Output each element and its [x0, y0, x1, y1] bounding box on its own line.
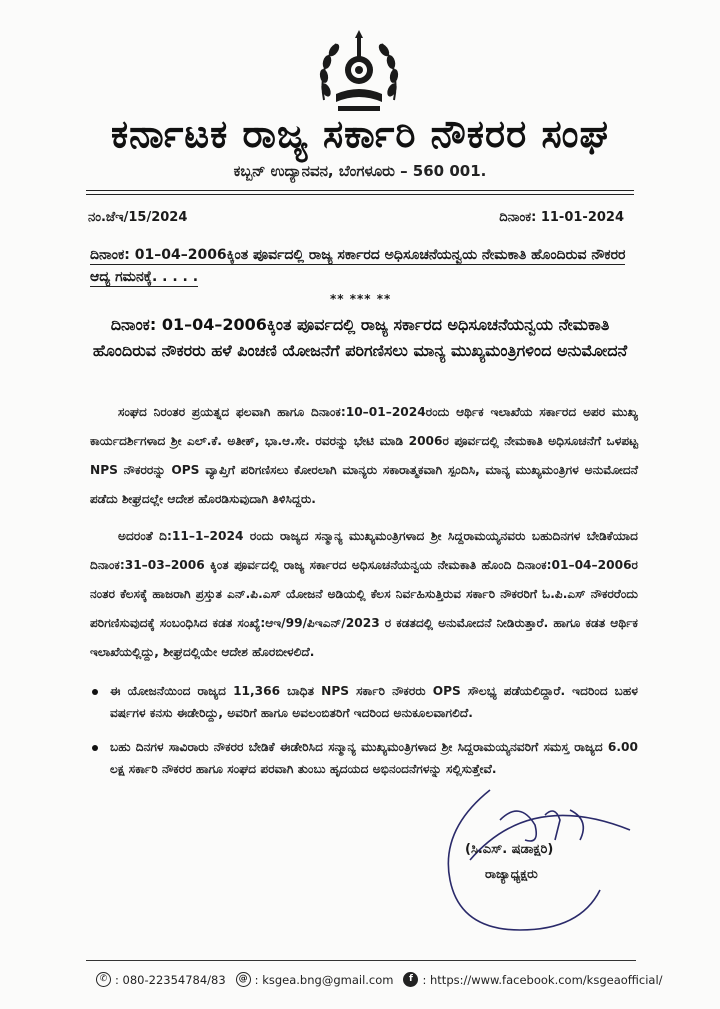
footer-email[interactable] — [236, 972, 394, 987]
facebook-link[interactable]: : https://www.facebook.com/ksgeaofficial/ — [422, 972, 663, 987]
bullet-text-2: ಬಹು ದಿನಗಳ ಸಾವಿರಾರು ನೌಕರರ ಬೇಡಿಕೆ ಈಡೇರಿಸಿದ ಸನ್ಮಾನ್ಯ ಮುಖ್ಯಮಂತ್ರಿಗಳಾದ ಶ್ರೀ ಸಿದ್ದರಾಮಯ್ಯನವರಿಗೆ ಸಮಸ್ತ ರಾಜ್ಯದ 6.00 ಲಕ್ಷ ಸರ್ಕಾರಿ ನೌಕರರ ಹಾಗೂ ಸಂಘದ ಪರವಾಗಿ ತುಂಬು ಹೃದಯದ ಅಭಿನಂದನೆಗಳನ್ನು ಸಲ್ಲಿಸುತ್ತೇವೆ. — [110, 740, 638, 776]
email-text[interactable]: : ksgea.bng@gmail.com — [254, 972, 394, 987]
phone-text: : 080-22354784/83 — [115, 972, 226, 987]
subject-line — [90, 244, 630, 288]
footer-contacts — [96, 972, 663, 987]
subject-text: ದಿನಾಂಕ: 01–04–2006ಕ್ಕಿಂತ ಪೂರ್ವದಲ್ಲಿ ರಾಜ್ಯ ಸರ್ಕಾರದ ಅಧಿಸೂಚನೆಯನ್ವಯ ನೇಮಕಾತಿ ಹೊಂದಿರುವ ನೌಕರರ ಆದ್ಯ ಗಮನಕ್ಕೆ. . . . . — [90, 247, 626, 285]
bullet-text-1: ಈ ಯೋಜನೆಯಿಂದ ರಾಜ್ಯದ 11,366 ಬಾಧಿತ NPS ಸರ್ಕಾರಿ ನೌಕರರು OPS ಸೌಲಭ್ಯ ಪಡೆಯಲಿದ್ದಾರೆ. ಇದರಿಂದ ಬಹಳ ವರ್ಷಗಳ ಕನಸು ಈಡೇರಿದ್ದು, ಅವರಿಗೆ ಹಾಗೂ ಅವಲಂಬಿತರಿಗೆ ಇದರಿಂದ ಅನುಕೂಲವಾಗಲಿದೆ. — [110, 684, 638, 720]
signatory-title: ರಾಜ್ಯಾಧ್ಯಕ್ಷರು — [485, 866, 538, 881]
letter-date: ದಿನಾಂಕ: 11-01-2024 — [499, 210, 624, 225]
phone-icon: ✆ — [96, 972, 111, 987]
bullet-dot-icon — [92, 745, 98, 751]
body-paragraph-2: ಅದರಂತೆ ದಿ:11–1–2024 ರಂದು ರಾಜ್ಯದ ಸನ್ಮಾನ್ಯ ಮುಖ್ಯಮಂತ್ರಿಗಳಾದ ಶ್ರೀ ಸಿದ್ದರಾಮಯ್ಯನವರು ಬಹುದಿನಗಳ ಬೇಡಿಕೆಯಾದ ದಿನಾಂಕ:31–03–2006 ಕ್ಕಿಂತ ಪೂರ್ವದಲ್ಲಿ ರಾಜ್ಯ ಸರ್ಕಾರದ ಅಧಿಸೂಚನೆಯನ್ವಯ ನೇಮಕಾತಿ ಹೊಂದಿ ದಿನಾಂಕ:01–04–2006ರ ನಂತರ ಕೆಲಸಕ್ಕೆ ಹಾಜರಾಗಿ ಪ್ರಸ್ತುತ ಎನ್.ಪಿ.ಎಸ್ ಯೋಜನೆ ಅಡಿಯಲ್ಲಿ ಕೆಲಸ ನಿರ್ವಹಿಸುತ್ತಿರುವ ಸರ್ಕಾರಿ ನೌಕರರಿಗೆ ಓ.ಪಿ.ಎಸ್ ನೌಕರರೆಂದು ಪರಿಗಣಿಸುವುದಕ್ಕೆ ಸಂಬಂಧಿಸಿದ ಕಡತ ಸಂಖ್ಯೆ:ಆಇ/99/ಪಿಇಎನ್/2023 ರ ಕಡತದಲ್ಲಿ ಅನುಮೋದನೆ ನೀಡಿರುತ್ತಾರೆ. ಹಾಗೂ ಕಡತ ಆರ್ಥಿಕ ಇಲಾಖೆಯಲ್ಲಿದ್ದು, ಶೀಘ್ರದಲ್ಲಿಯೇ ಆದೇಶ ಹೊರಬೀಳಲಿದೆ. — [90, 529, 638, 659]
footer-facebook[interactable] — [403, 972, 662, 987]
reference-number: ನಂ.ಜೆಇ/15/2024 — [88, 210, 188, 225]
bullet-item — [110, 680, 638, 724]
header-divider-thin — [86, 194, 634, 195]
facebook-icon: f — [403, 972, 418, 987]
org-name: ಕರ್ನಾಟಕ ರಾಜ್ಯ ಸರ್ಕಾರಿ ನೌಕರರ ಸಂಘ — [110, 112, 609, 156]
bullet-dot-icon — [92, 689, 98, 695]
footer-divider — [86, 960, 636, 961]
org-address: ಕಬ್ಬನ್ ಉದ್ಯಾನವನ, ಬೆಂಗಳೂರು – 560 001. — [233, 162, 487, 180]
header-divider — [86, 190, 634, 191]
email-icon: @ — [236, 972, 251, 987]
emblem-logo — [314, 30, 404, 118]
footer-phone — [96, 972, 226, 987]
body-paragraph-1: ಸಂಘದ ನಿರಂತರ ಪ್ರಯತ್ನದ ಫಲವಾಗಿ ಹಾಗೂ ದಿನಾಂಕ:10–01–2024ರಂದು ಆರ್ಥಿಕ ಇಲಾಖೆಯ ಸರ್ಕಾರದ ಅಪರ ಮುಖ್ಯ ಕಾರ್ಯದರ್ಶಿಗಳಾದ ಶ್ರೀ ಎಲ್.ಕೆ. ಅತೀಕ್, ಭಾ.ಆ.ಸೇ. ರವರನ್ನು ಭೇಟಿ ಮಾಡಿ 2006ರ ಪೂರ್ವದಲ್ಲಿ ನೇಮಕಾತಿ ಅಧಿಸೂಚನೆಗೆ ಒಳಪಟ್ಟ NPS ನೌಕರರನ್ನು OPS ವ್ಯಾಪ್ತಿಗೆ ಪರಿಗಣಿಸಲು ಕೋರಲಾಗಿ ಮಾನ್ಯರು ಸಕಾರಾತ್ಮಕವಾಗಿ ಸ್ಪಂದಿಸಿ, ಮಾನ್ಯ ಮುಖ್ಯಮಂತ್ರಿಗಳ ಅನುಮೋದನೆ ಪಡೆದು ಶೀಘ್ರದಲ್ಲೇ ಆದೇಶ ಹೊರಡಿಸುವುದಾಗಿ ತಿಳಿಸಿದ್ದರು. — [90, 405, 638, 506]
separator-stars: ** *** ** — [330, 292, 392, 306]
signatory-name: (ಸಿ.ಎಸ್. ಷಡಾಕ್ಷರಿ) — [465, 842, 554, 857]
notice-heading: ದಿನಾಂಕ: 01–04–2006ಕ್ಕಿಂತ ಪೂರ್ವದಲ್ಲಿ ರಾಜ್ಯ ಸರ್ಕಾರದ ಅಧಿಸೂಚನೆಯನ್ವಯ ನೇಮಕಾತಿ ಹೊಂದಿರುವ ನೌಕರರು ಹಳೆ ಪಿಂಚಣಿ ಯೋಜನೆಗೆ ಪರಿಗಣಿಸಲು ಮಾನ್ಯ ಮುಖ್ಯಮಂತ್ರಿಗಳಿಂದ ಅನುಮೋದನೆ — [92, 315, 628, 360]
